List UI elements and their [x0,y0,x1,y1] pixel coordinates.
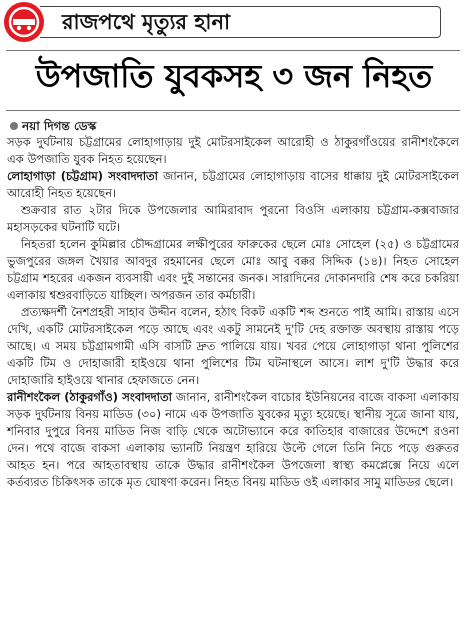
lohagara-paragraph-3: নিহতরা হলেন কুমিল্লার চৌদ্দগ্রামের লক্ষীপুরের ফারুকের ছেলে মোঃ সোহেল (২৫) ও চট্টগ্রামের ভুজপুরের জঙ্গল খৈয়ার আবদুর রহমানের ছেলে মোঃ আবু বক্কর সিদ্দিক (১৪)। নিহত সোহেল চট্টগ্রাম শহরের একজন ব্যবসায়ী এবং দুই সন্তানের জনক। সারাদিনের দোকানদারি শেষ করে চকরিয়া এলাকায় শ্বশুরবাড়িতে যাচ্ছিল। অপরজন তার কর্মচারী। [7,237,459,302]
article-headline: উপজাতি যুবকসহ ৩ জন নিহত [35,57,433,95]
lohagara-dateline: লোহাগাড়া (চট্টগ্রাম) সংবাদদাতা [7,169,159,183]
headline-divider [6,110,460,111]
no-entry-road-icon [4,2,44,42]
article-body [7,134,459,491]
lohagara-paragraph-1 [7,168,459,202]
section-title: রাজপথে মৃত্যুর হানা [62,10,231,34]
lohagara-paragraph-2: শুক্রবার রাত ২টার দিকে উপজেলার আমিরাবাদ পুরনো বিওসি এলাকায় চট্টগ্রাম-কক্সবাজার মহাসড়কের ঘটনাটি ঘটে। [7,203,459,234]
rani-paragraph-1-text: জানান, রানীশংকৈল বাচোর ইউনিয়নের বাজে বাকসা এলাকায় সড়ক দুর্ঘটনায় বিনয় মাডিড (৩০) নামে এক উপজাতি যুবকের মৃত্যু হয়েছে। স্থানীয় সূত্রে জানা যায়, শনিবার দুপুরে বিনয় মাডিড নিজ বাড়ি থেকে অটোভ্যানে করে কাতিহার বাজারের উদ্দেশে রওনা দেন। পথে বাজে বাকসা এলাকায় ভ্যানটি নিয়ন্ত্রণ হারিয়ে উল্টে গেলে তিনি নিচে পড়ে গুরুতর আহত হন। পরে আহতাবস্থায় তাকে উদ্ধার রানীশংকৈল উপজেলা স্বাস্থ্য কমপ্লেক্সে নিয়ে এলে কর্তব্যরত চিকিৎসক তাকে মৃত ঘোষণা করেন। নিহত বিনয় মাডিড ওই এলাকার সামু মাডিডর ছেলে। [7,390,459,489]
bullet-icon [10,122,18,130]
lohagara-paragraph-4: প্রত্যক্ষদর্শী নৈশপ্রহরী সাহাব উদ্দীন বলেন, হঠাৎ বিকট একটি শব্দ শুনতে পাই আমি। রাস্তায় এসে দেখি, একটি মোটরসাইকেল পড়ে আছে এবং একটু সামনেই দু'টি দেহ রক্তাক্ত অবস্থায় রাস্তায় পড়ে আছে। এ সময় চট্টগ্রামগামী এসি বাসটি দ্রুত পালিয়ে যায়। খবর পেয়ে লোহাগাড়া থানা পুলিশের একটি টিম ও দোহাজারী হাইওয়ে থানা পুলিশের টিম ঘটনাস্থলে আসে। লাশ দু'টি উদ্ধার করে দোহাজারি হাইওয়ে থানার হেফাজতে নেন। [7,305,459,387]
rani-paragraph-1 [7,389,459,491]
lohagara-paragraph-1-text: জানান, চট্টগ্রামের লোহাগাড়ায় বাসের ধাক্কায় দুই মোটরসাইকেল আরোহী নিহত হয়েছেন। [7,169,460,200]
rani-dateline: রানীশংকৈল (ঠাকুরগাঁও) সংবাদদাতা [7,390,172,404]
top-divider [6,50,460,51]
article-intro: সড়ক দুর্ঘটনায় চট্টগ্রামের লোহাগাড়ায় দুই মোটরসাইকেল আরোহী ও ঠাকুরগাঁওয়ের রানীশংকৈলে এক উপজাতি যুবক নিহত হয়েছেন। [7,135,459,166]
desk-byline-text: নয়া দিগন্ত ডেস্ক [22,119,97,133]
section-header [0,0,466,44]
